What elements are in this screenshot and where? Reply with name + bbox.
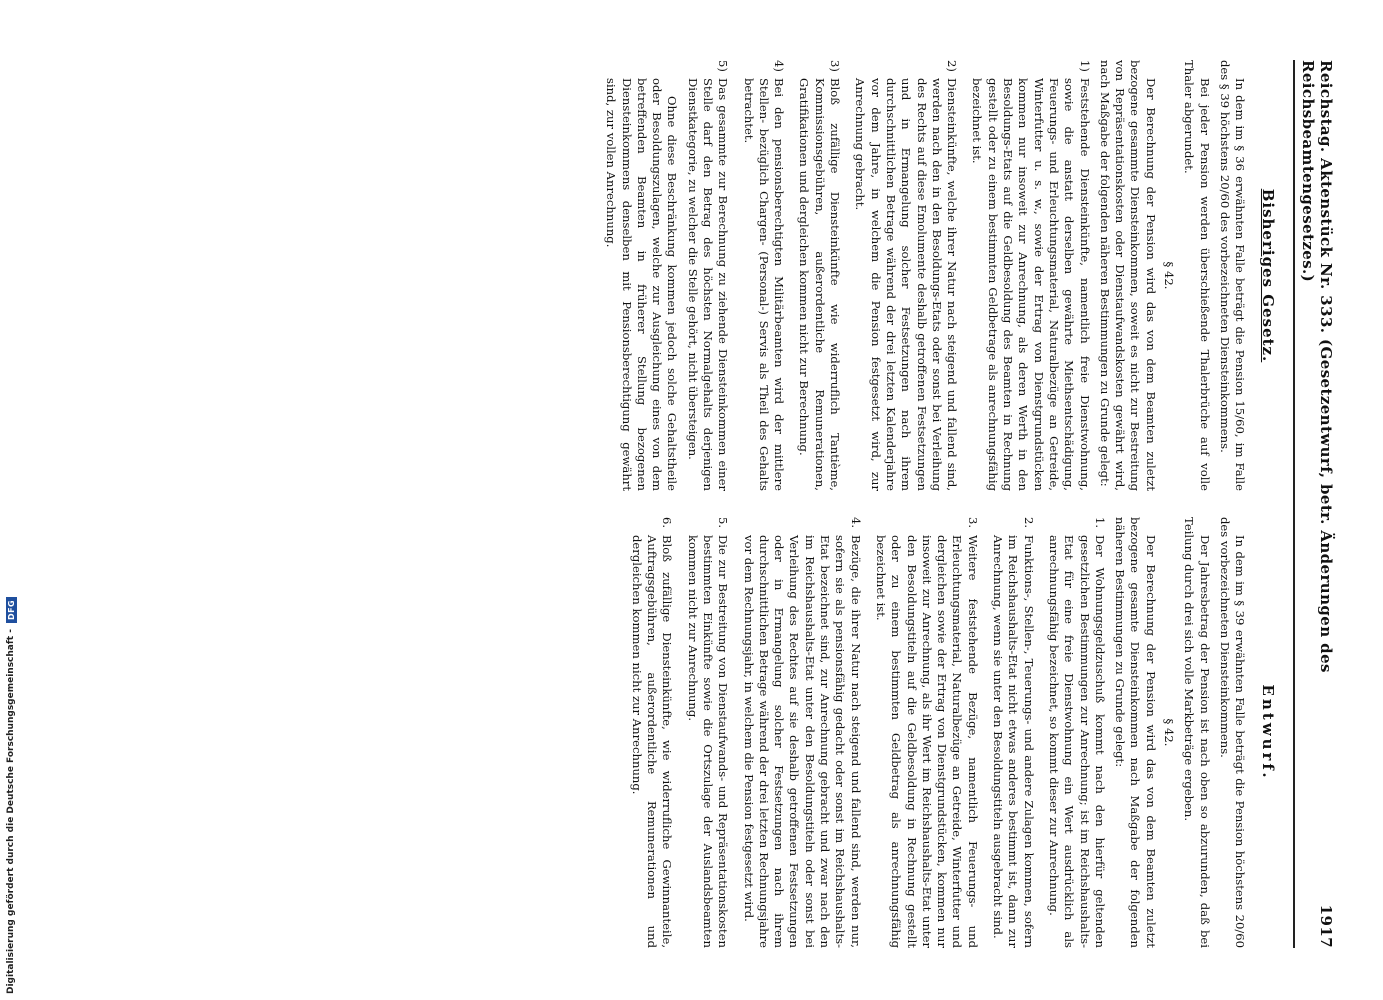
right-item-number: 3. [965, 517, 980, 529]
left-column-heading: Bisheriges Gesetz. [1259, 188, 1277, 363]
right-item-number: 6. [660, 517, 675, 529]
right-list-item [624, 517, 675, 948]
right-column [593, 517, 1281, 948]
left-section-intro: Der Berechnung der Pension wird das von dem Beamten zuletzt bezogene gesammte Diensteinkommen, soweit es nicht zur Bestreitung von Repräsentationskosten oder Dienstaufwandskosten gewährt wird, nach Maßgabe der folgenden näheren Bestimmungen zu Grunde gelegt: [1097, 60, 1158, 491]
left-item-number: 4) [772, 60, 787, 72]
right-item-text: Weitere feststehende Bezüge, namentlich Feuerungs- und Erleuchtungsmaterial, Naturalbezüge an Getreide, Winterfutter und dergleichen sowie der Ertrag von Dienstgrundstücken, kommen nur insoweit zur Anrechnung, als ihr Wert im Reichshaushalts-Etat unter den Besoldungstiteln auf die Geldbesoldung in Rechnung gestellt oder zu einem bestimmten Geldbetrag als anrechnungsfähig bezeichnet ist. [873, 535, 980, 948]
right-item-text: Funktions-, Stellen-, Teuerungs- und andere Zulagen kommen, sofern im Reichshaushalts-Etat nicht etwas anderes bestimmt ist, dann zur Anrechnung, wenn sie unter den Besoldungstiteln ausgebracht sind. [991, 535, 1036, 948]
right-list-item [679, 517, 730, 948]
left-list-item [598, 60, 730, 491]
two-column-body [593, 60, 1281, 948]
right-item-text: Bloß zufällige Diensteinkünfte, wie widerrufliche Gewinnanteile, Auftragsgebühren, außerordentliche Remunerationen und dergleichen kommen nicht zur Anrechnung. [629, 535, 675, 948]
right-item-number: 1. [1092, 517, 1107, 529]
left-list-item [964, 60, 1091, 491]
right-intro-paragraph: Der Jahresbetrag der Pension ist nach oben so abzurunden, daß bei Teilung durch drei sich volle Markbeträge ergeben. [1182, 517, 1212, 948]
left-intro-paragraph: Bei jeder Pension werden überschießende Thalerbrüche auf volle Thaler abgerundet. [1182, 60, 1212, 491]
running-head [1293, 60, 1335, 948]
right-item-text: Der Wohnungsgeldzuschuß kommt nach den hierfür geltenden gesetzlichen Bestimmungen zur Anrechnung; ist im Reichshaushalts-Etat für eine freie Dienstwohnung ein Wert ausdrücklich als anrechnungsfähig bezeichnet, so kommt dieser zur Anrechnung. [1046, 535, 1107, 948]
digitization-footer [4, 0, 18, 1000]
dfg-logo-icon[interactable]: DFG [6, 597, 17, 623]
left-item-number: 2) [945, 60, 960, 72]
left-item-text: Das gesammte zur Berechnung zu ziehende Diensteinkommen einer Stelle darf den Betrag des höchsten Normalgehalts derjenigen Dienstkategorie, zu welcher die Stelle gehört, nicht übersteigen. [685, 78, 731, 491]
right-section-intro: Der Berechnung der Pension wird das von dem Beamten zuletzt bezogene gesamte Diensteinkommen nach Maßgabe der folgenden näheren Bestimmungen zu Grunde gelegt: [1113, 517, 1158, 948]
left-item-text: Ohne diese Beschränkung kommen jedoch solche Gehaltstheile oder Besoldungszulagen, welche zur Ausgleichung eines von dem betreffenden Beamten in früherer Stellung bezogenen Diensteinkommens denselben mit Pensionsberechtigung gewährt sind, zur vollen Anrechnung. [604, 78, 680, 491]
left-list-item [791, 60, 842, 491]
left-item-number: 3) [828, 60, 843, 72]
right-column-heading: Entwurf. [1259, 684, 1277, 781]
right-list-item [985, 517, 1036, 948]
right-item-text: Die zur Bestreitung von Dienstaufwands- und Repräsentationskosten bestimmten Einkünfte sowie die Ortszulage der Auslandsbeamten kommen nicht zur Anrechnung. [685, 535, 731, 948]
right-item-text: Bezüge, die ihrer Natur nach steigend und fallend sind, werden nur, sofern sie als pensionsfähig gedacht oder sonst im Reichshaushalts-Etat bezeichnet sind, zur Anrechnung gebracht und zwar nach den im Reichshaushalts-Etat unter den Besoldungstiteln oder sonst bei Verleihung des Rechtes auf sie deshalb getroffenen Festsetzungen oder in Ermangelung solcher Festsetzungen nach ihrem durchschnittlichen Betrage während der drei letzten Rechnungsjahre vor dem Rechnungsjahr, in welchem die Pension festgesetzt wird. [741, 535, 863, 948]
left-column [593, 60, 1281, 491]
right-intro-paragraph: In dem im § 39 erwähnten Falle beträgt die Pension höchstens 20/60 des vorbezeichneten Diensteinkommens. [1217, 517, 1248, 948]
right-list-item [868, 517, 980, 948]
right-item-number: 2. [1021, 517, 1036, 529]
left-section-number: § 42. [1162, 261, 1177, 290]
left-intro-paragraph: In dem im § 36 erwähnten Falle beträgt die Pension 15/60, im Falle des § 39 höchstens 20/60 des vorbezeichneten Diensteinkommens. [1217, 60, 1248, 491]
page-number: 1917 [1317, 904, 1335, 948]
left-item-text: Feststehende Diensteinkünfte, namentlich freie Dienstwohnung, sowie die anstatt derselben gewährte Miethsentschädigung, Feuerungs- und Erleuchtungsmaterial, Naturalbezüge an Getreide, Winterfutter u. s. w., sowie der Ertrag von Dienstgrundstücken kommen nur insoweit zur Anrechnung, als deren Werth in den Besoldungs-Etats auf die Geldbesoldung des Beamten in Rechnung gestellt oder zu einem bestimmten Geldbetrage als anrechnungsfähig bezeichnet ist. [970, 78, 1092, 491]
left-item-text: Diensteinkünfte, welche ihrer Natur nach steigend und fallend sind, werden nach den in den Besoldungs-Etats oder sonst bei Verleihung des Rechts auf diese Emolumente deshalb getroffenen Festsetzungen und in Ermangelung solcher Festsetzungen nach ihrem durchschnittlichen Betrage während der drei letzten Kalenderjahre vor dem Jahre, in welchem die Pension festgesetzt wird, zur Anrechnung gebracht. [853, 78, 960, 491]
right-section-number: § 42. [1162, 718, 1177, 747]
right-list-item [1041, 517, 1107, 948]
left-item-text: Bei den pensionsberechtigten Militärbeamten wird der mittlere Stellen- bezüglich Chargen- (Personal-) Servis als Theil des Gehalts betrachtet. [741, 78, 787, 491]
running-head-title: Reichstag. Aktenstück Nr. 333. (Gesetzentwurf, betr. Änderungen des Reichsbeamtengesetzes.) [1299, 60, 1335, 673]
right-list-item [735, 517, 862, 948]
left-list-item [847, 60, 959, 491]
left-item-number: 5) [716, 60, 731, 72]
right-item-number: 5. [716, 517, 731, 529]
left-list-item [735, 60, 786, 491]
left-item-text: Bloß zufällige Diensteinkünfte wie widerruflich Tantième, Kommissionsgebühren, außerordentliche Remunerationen, Gratifikationen und dergleichen kommen nicht zur Berechnung. [797, 78, 843, 491]
footer-credit-text: Digitalisierung gefördert durch die Deutsche Forschungsgemeinschaft - [6, 629, 16, 994]
right-item-number: 4. [848, 517, 863, 529]
left-item-number: 1) [1077, 60, 1092, 72]
